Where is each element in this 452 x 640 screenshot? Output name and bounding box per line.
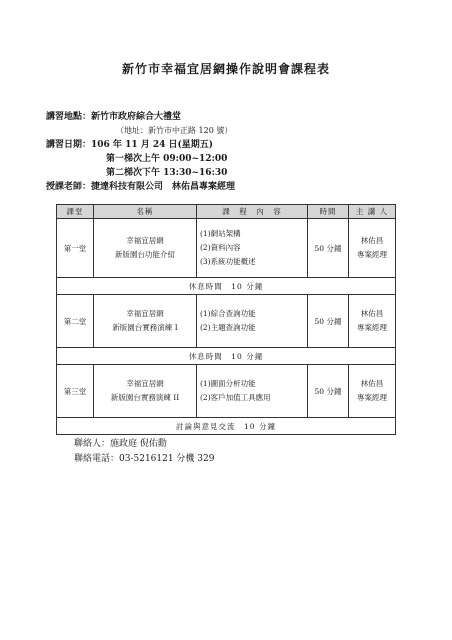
session2-time: 第二梯次下午 13:30~16:30 [106,168,228,178]
session-speaker [349,219,396,278]
session-name [94,365,197,418]
session-speaker [349,365,396,418]
content-item: (1)圖面分析功能 [200,379,256,388]
venue-address: （地址：新竹市中正路 120 號） [116,126,233,135]
contact-person: 聯絡人：施政庭 倪佑勳 [74,439,167,449]
content-item: (3)系統功能概述 [200,257,256,266]
speaker-title: 專案經理 [357,250,387,259]
table-row [57,219,396,278]
speaker-title: 專案經理 [357,393,387,402]
session-content [197,295,308,348]
speaker-name: 林佑昌 [360,309,384,318]
event-info [46,110,235,194]
content-item: (1)綜合查詢功能 [200,309,256,318]
session-time: 50 分鐘 [308,365,349,418]
page-title: 新竹市幸福宜居網操作說明會課程表 [121,62,330,76]
break-row [57,348,396,365]
venue-row [46,110,235,124]
schedule-table [56,204,396,435]
session-name-line: 新版園台實務演練 II [110,393,180,402]
content-item: (2)客戶加值工具應用 [200,393,271,402]
session-content [197,219,308,278]
table-row [57,295,396,348]
table-row [57,365,396,418]
date-value: 106 年 11 月 24 日(星期五) [91,140,214,150]
date-label: 講習日期： [46,140,92,150]
header-time: 時間 [308,205,349,219]
break-label: 休息時間 10 分鐘 [57,278,396,295]
break-label: 討論與意見交流 10 分鐘 [57,418,396,435]
date-row [46,138,235,152]
break-row [57,418,396,435]
header-content: 課 程 內 容 [197,205,308,219]
session-name-line: 新版園台實務演練 I [112,323,178,332]
contact-phone: 聯絡電話：03-5216121 分機 329 [74,454,215,464]
session-name [94,295,197,348]
session-name-line: 幸福宜居網 [126,309,164,318]
session-name [94,219,197,278]
table-header-row [57,205,396,219]
contact-info [74,437,214,467]
header-period: 課堂 [57,205,94,219]
header-speaker: 主 講 人 [349,205,396,219]
teacher-value: 捷達科技有限公司 林佑昌專案經理 [91,182,236,192]
teacher-label: 授課老師： [46,182,92,192]
content-item: (2)資料內容 [200,243,241,252]
session-name-line: 新版園台功能介紹 [115,250,175,259]
content-item: (1)網站架構 [200,229,241,238]
session-speaker [349,295,396,348]
teacher-row [46,180,235,194]
session-period: 第三堂 [57,365,94,418]
session-name-line: 幸福宜居網 [126,236,164,245]
session1-time: 第一梯次上午 09:00~12:00 [106,154,228,164]
speaker-title: 專案經理 [357,323,387,332]
venue-value: 新竹市政府綜合大禮堂 [91,112,182,122]
session-name-line: 幸福宜居網 [126,379,164,388]
header-name: 名稱 [94,205,197,219]
break-row [57,278,396,295]
speaker-name: 林佑昌 [360,236,384,245]
session-time: 50 分鐘 [308,295,349,348]
session-period: 第一堂 [57,219,94,278]
break-label: 休息時間 10 分鐘 [57,348,396,365]
session-time: 50 分鐘 [308,219,349,278]
content-item: (2)主題查詢功能 [200,323,256,332]
session-period: 第二堂 [57,295,94,348]
session-content [197,365,308,418]
speaker-name: 林佑昌 [360,379,384,388]
venue-label: 講習地點： [46,112,92,122]
